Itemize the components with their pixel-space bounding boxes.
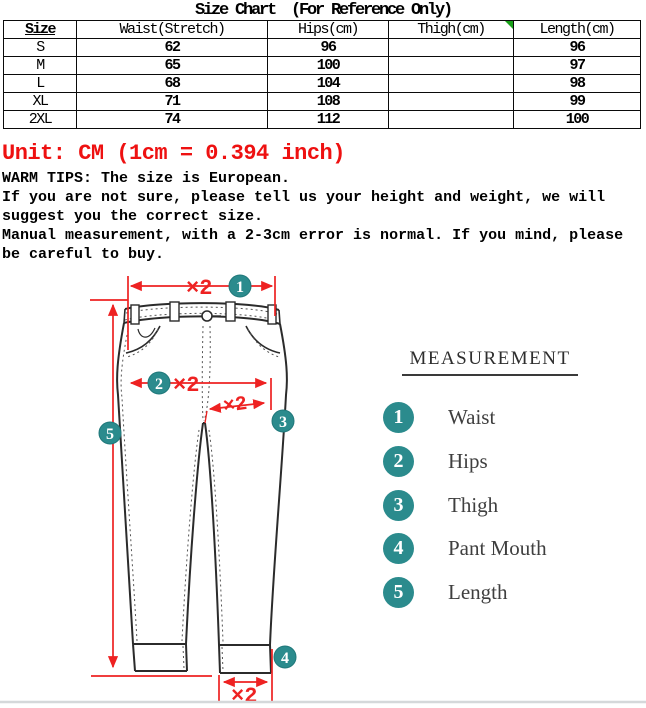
thigh-cell <box>389 93 514 111</box>
size-table <box>3 20 641 129</box>
thigh-cell <box>389 57 514 75</box>
hips-cell: 100 <box>268 57 389 75</box>
warm-tips-line: be careful to buy. <box>2 246 165 263</box>
column-header-hips: Hips(cm) <box>268 21 389 39</box>
legend-label-pant-mouth: Pant Mouth <box>448 536 547 560</box>
length-cell: 100 <box>514 111 641 129</box>
legend-label-thigh: Thigh <box>448 493 499 517</box>
legend-label-length: Length <box>448 580 508 604</box>
thigh-cell <box>389 75 514 93</box>
table-row <box>4 39 641 57</box>
hips-cell: 112 <box>268 111 389 129</box>
svg-text:1: 1 <box>236 279 244 296</box>
table-row <box>4 75 641 93</box>
callout-5-length <box>99 422 121 444</box>
waist-cell: 65 <box>77 57 268 75</box>
legend-item-waist <box>383 402 495 433</box>
callout-3-thigh <box>272 410 294 432</box>
page-title: Size Chart (For Reference Only) <box>194 1 452 20</box>
table-header-row <box>4 21 641 39</box>
svg-text:3: 3 <box>279 414 287 431</box>
size-cell: M <box>4 57 77 75</box>
size-cell: XL <box>4 93 77 111</box>
length-cell: 99 <box>514 93 641 111</box>
cell-corner-marker-icon <box>505 21 513 29</box>
warm-tips-line: Manual measurement, with a 2-3cm error is normal. If you mind, please <box>2 227 624 244</box>
table-row <box>4 57 641 75</box>
legend-badge-4: 4 <box>383 533 414 564</box>
waist-cell: 74 <box>77 111 268 129</box>
callout-2-hips <box>148 372 170 394</box>
column-header-length: Length(cm) <box>514 21 641 39</box>
table-row <box>4 111 641 129</box>
length-cell: 97 <box>514 57 641 75</box>
callout-1-waist <box>229 275 251 297</box>
measurement-arrows <box>90 276 275 702</box>
size-cell: S <box>4 39 77 57</box>
legend-title: MEASUREMENT <box>402 348 578 376</box>
table-row <box>4 93 641 111</box>
hips-x2-label: ×2 <box>173 373 200 398</box>
legend-badge-5: 5 <box>383 577 414 608</box>
svg-text:4: 4 <box>281 650 289 667</box>
legend-badge-2: 2 <box>383 446 414 477</box>
waist-cell: 71 <box>77 93 268 111</box>
column-header-size: Size <box>4 21 77 39</box>
legend-badge-1: 1 <box>383 402 414 433</box>
unit-note: Unit: CM (1cm = 0.394 inch) <box>2 141 345 166</box>
thigh-cell <box>389 111 514 129</box>
length-cell: 98 <box>514 75 641 93</box>
size-cell: L <box>4 75 77 93</box>
svg-text:2: 2 <box>155 376 163 393</box>
size-cell: 2XL <box>4 111 77 129</box>
waist-cell: 68 <box>77 75 268 93</box>
hips-cell: 104 <box>268 75 389 93</box>
legend-item-pant-mouth <box>383 533 547 564</box>
svg-text:5: 5 <box>106 426 114 443</box>
thigh-x2-label: ×2 <box>221 392 249 419</box>
callout-4-pant-mouth <box>274 646 296 668</box>
legend-item-thigh <box>383 490 498 521</box>
legend-badge-3: 3 <box>383 490 414 521</box>
legend-item-hips <box>383 446 488 477</box>
waist-x2-label: ×2 <box>186 276 213 301</box>
column-header-thigh-label: Thigh(cm) <box>417 21 485 38</box>
pant-mouth-x2-label: ×2 <box>231 684 258 708</box>
waist-cell: 62 <box>77 39 268 57</box>
legend-label-waist: Waist <box>448 405 496 429</box>
warm-tips-line: suggest you the correct size. <box>2 208 264 225</box>
hips-cell: 96 <box>268 39 389 57</box>
legend-label-hips: Hips <box>448 449 488 473</box>
warm-tips-line: If you are not sure, please tell us your height and weight, we will <box>2 189 606 206</box>
legend-item-length <box>383 577 507 608</box>
length-cell: 96 <box>514 39 641 57</box>
pants-line-art <box>117 302 287 673</box>
column-header-waist: Waist(Stretch) <box>77 21 268 39</box>
thigh-cell <box>389 39 514 57</box>
warm-tips-line: WARM TIPS: The size is European. <box>2 170 291 187</box>
hips-cell: 108 <box>268 93 389 111</box>
column-header-thigh <box>389 21 514 39</box>
pants-measurement-diagram <box>0 268 646 708</box>
